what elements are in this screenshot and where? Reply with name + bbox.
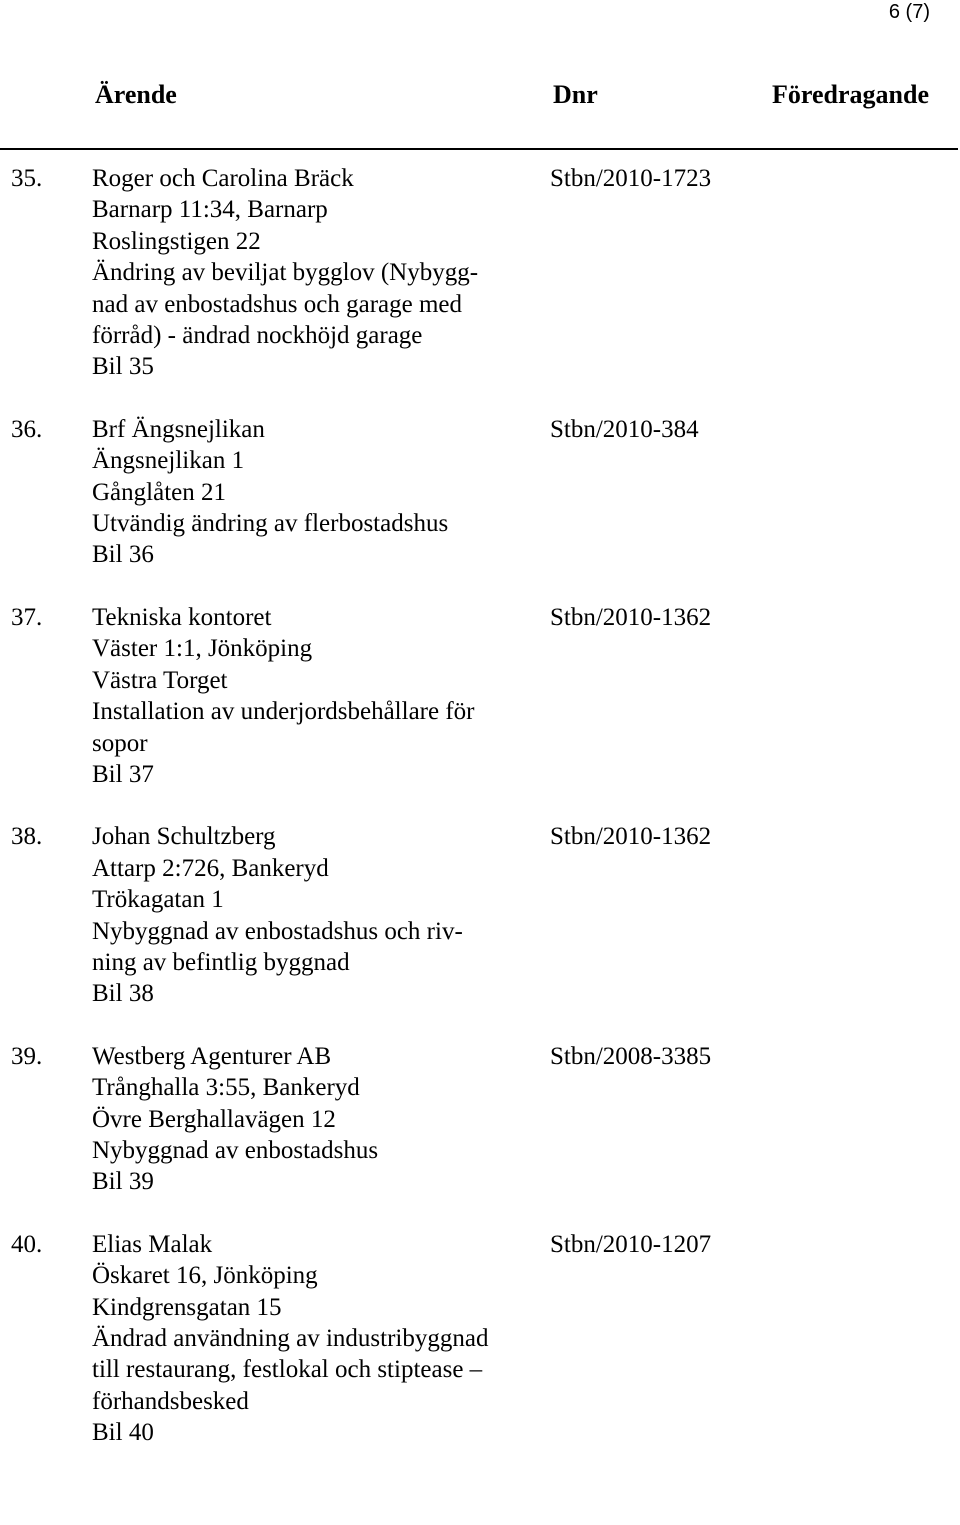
case-description-line: Gånglåten 21: [92, 478, 226, 506]
case-description-line: Bil 38: [92, 980, 154, 1008]
case-dnr: Stbn/2008-3385: [550, 1042, 712, 1070]
page-number: 6 (7): [888, 1, 930, 23]
header-arende: Ärende: [95, 80, 177, 109]
case-item: [0, 821, 960, 1009]
case-description-line: nad av enbostadshus och garage med: [92, 290, 463, 318]
header-divider: [0, 148, 958, 150]
case-description-line: Tekniska kontoret: [92, 603, 272, 631]
column-headers: [0, 80, 960, 112]
case-item: [0, 414, 960, 571]
case-description-line: förråd) - ändrad nockhöjd garage: [92, 322, 423, 350]
case-dnr: Stbn/2010-1207: [550, 1230, 712, 1258]
case-description-line: Ändring av beviljat bygglov (Nybygg-: [92, 259, 479, 287]
case-description-line: Nybyggnad av enbostadshus och riv-: [92, 917, 463, 945]
case-description-line: Trökagatan 1: [92, 886, 224, 914]
case-description-line: Utvändig ändring av flerbostadshus: [92, 510, 449, 538]
case-dnr: Stbn/2010-384: [550, 415, 699, 443]
case-description-line: Väster 1:1, Jönköping: [92, 635, 313, 663]
case-description: [92, 602, 542, 790]
case-description: [92, 1041, 542, 1198]
case-description-line: Bil 37: [92, 760, 154, 788]
case-number: 36.: [11, 415, 43, 443]
case-description-line: Westberg Agenturer AB: [92, 1042, 332, 1070]
case-description-line: Öskaret 16, Jönköping: [92, 1262, 318, 1290]
case-description-line: förhandsbesked: [92, 1387, 249, 1415]
case-description-line: Bil 39: [92, 1168, 154, 1196]
case-description-line: Bil 36: [92, 541, 154, 569]
case-description-line: Installation av underjordsbehållare för: [92, 698, 475, 726]
case-description-line: Ändrad användning av industribyggnad: [92, 1325, 489, 1352]
case-number: 39.: [11, 1042, 43, 1070]
case-description-line: Barnarp 11:34, Barnarp: [92, 196, 328, 224]
case-description-line: Johan Schultzberg: [92, 823, 276, 851]
case-number: 35.: [11, 165, 43, 192]
case-description-line: ning av befintlig byggnad: [92, 948, 350, 976]
case-description-line: Nybyggnad av enbostadshus: [92, 1136, 379, 1164]
case-number: 40.: [11, 1230, 43, 1258]
case-description-line: Roslingstigen 22: [92, 227, 261, 255]
header-foredragande: Föredragande: [772, 80, 929, 109]
case-description-line: Bil 35: [92, 353, 154, 381]
case-description: [92, 414, 542, 571]
case-description-line: Kindgrensgatan 15: [92, 1293, 282, 1321]
case-list: [0, 163, 960, 1480]
case-description-line: Bil 40: [92, 1419, 154, 1447]
case-description-line: till restaurang, festlokal och stiptease –: [92, 1356, 483, 1384]
case-description-line: Roger och Carolina Bräck: [92, 165, 354, 192]
case-description-line: Elias Malak: [92, 1230, 213, 1258]
case-dnr: Stbn/2010-1362: [550, 823, 712, 851]
case-description: [92, 1229, 542, 1449]
case-item: [0, 163, 960, 383]
case-description-line: Trånghalla 3:55, Bankeryd: [92, 1074, 360, 1102]
case-description: [92, 163, 542, 383]
case-description-line: sopor: [92, 729, 148, 757]
case-description-line: Brf Ängsnejlikan: [92, 415, 265, 443]
case-item: [0, 602, 960, 790]
case-dnr: Stbn/2010-1723: [550, 165, 712, 192]
case-description-line: Västra Torget: [92, 666, 228, 694]
case-description-line: Attarp 2:726, Bankeryd: [92, 854, 329, 882]
case-item: [0, 1229, 960, 1449]
case-description: [92, 821, 542, 1009]
case-description-line: Övre Berghallavägen 12: [92, 1105, 336, 1133]
case-dnr: Stbn/2010-1362: [550, 603, 712, 631]
case-number: 37.: [11, 603, 43, 631]
case-item: [0, 1041, 960, 1198]
case-number: 38.: [11, 823, 43, 851]
header-dnr: Dnr: [553, 80, 598, 109]
case-description-line: Ängsnejlikan 1: [92, 447, 245, 475]
